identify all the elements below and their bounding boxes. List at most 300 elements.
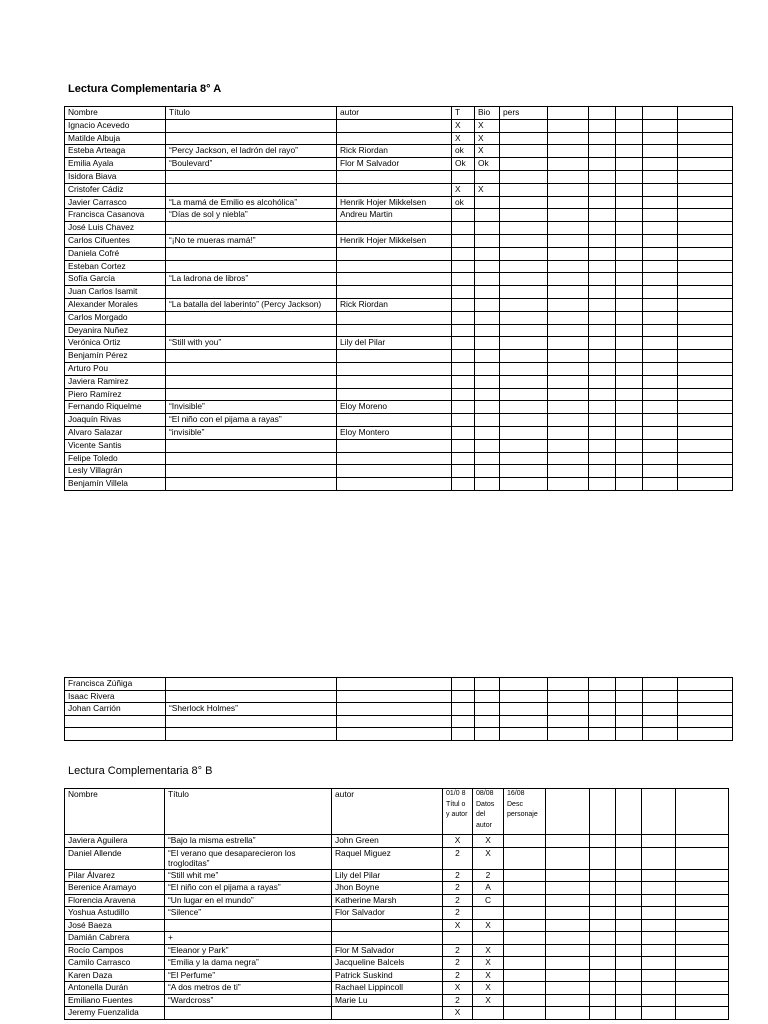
table-cell bbox=[678, 132, 733, 145]
table-cell bbox=[590, 944, 616, 957]
table-row bbox=[65, 311, 733, 324]
table-row bbox=[65, 835, 729, 848]
table-cell bbox=[548, 478, 589, 491]
table-cell: X bbox=[452, 119, 475, 132]
table-cell bbox=[589, 209, 616, 222]
table-cell: Lily del Pilar bbox=[332, 869, 443, 882]
table-cell bbox=[642, 944, 676, 957]
table-cell bbox=[616, 869, 642, 882]
table-cell: Johan Carrión bbox=[65, 703, 166, 716]
table-cell: Deyanira Nuñez bbox=[65, 324, 166, 337]
table-cell bbox=[616, 678, 643, 691]
table-cell bbox=[452, 247, 475, 260]
table-cell bbox=[589, 703, 616, 716]
table-cell bbox=[643, 690, 678, 703]
table-cell bbox=[678, 728, 733, 741]
table-cell bbox=[337, 183, 452, 196]
table-cell bbox=[548, 183, 589, 196]
table-cell bbox=[475, 465, 500, 478]
table-cell bbox=[616, 728, 643, 741]
table-cell bbox=[548, 273, 589, 286]
table-cell bbox=[337, 690, 452, 703]
table-cell: Javiera Aguilera bbox=[65, 835, 165, 848]
table-cell bbox=[616, 452, 643, 465]
table-cell bbox=[642, 847, 676, 869]
table-cell bbox=[452, 260, 475, 273]
table-cell bbox=[678, 196, 733, 209]
table-cell bbox=[337, 311, 452, 324]
table-cell bbox=[332, 932, 443, 945]
table-cell bbox=[452, 452, 475, 465]
table-cell bbox=[676, 835, 729, 848]
table-cell bbox=[500, 728, 548, 741]
table-cell bbox=[616, 273, 643, 286]
table-cell: Marie Lu bbox=[332, 994, 443, 1007]
table-cell bbox=[678, 298, 733, 311]
table-cell bbox=[616, 994, 642, 1007]
table-cell bbox=[452, 311, 475, 324]
table-row bbox=[65, 957, 729, 970]
table-cell bbox=[616, 944, 642, 957]
table-cell: Eloy Montero bbox=[337, 426, 452, 439]
table-cell: + bbox=[165, 932, 332, 945]
table-cell bbox=[475, 222, 500, 235]
table-cell bbox=[337, 375, 452, 388]
table-cell bbox=[589, 286, 616, 299]
table-cell bbox=[548, 234, 589, 247]
table-cell bbox=[546, 894, 590, 907]
table-cell bbox=[616, 222, 643, 235]
table-cell bbox=[452, 350, 475, 363]
section-b-table bbox=[64, 788, 729, 1020]
table-cell bbox=[678, 690, 733, 703]
table-cell bbox=[500, 260, 548, 273]
table-cell: Antonella Durán bbox=[65, 982, 165, 995]
table-row bbox=[65, 260, 733, 273]
table-cell bbox=[504, 882, 546, 895]
table-cell bbox=[643, 728, 678, 741]
table-cell bbox=[337, 260, 452, 273]
table-row bbox=[65, 247, 733, 260]
table-cell bbox=[643, 247, 678, 260]
table-row bbox=[65, 728, 733, 741]
table-cell bbox=[643, 311, 678, 324]
table-cell bbox=[590, 982, 616, 995]
table-cell bbox=[548, 145, 589, 158]
table-cell: Yoshua Astudillo bbox=[65, 907, 165, 920]
table-row bbox=[65, 298, 733, 311]
table-cell bbox=[589, 234, 616, 247]
table-cell bbox=[643, 350, 678, 363]
table-cell bbox=[590, 994, 616, 1007]
table-cell bbox=[589, 401, 616, 414]
table-cell: X bbox=[473, 835, 504, 848]
header-cell bbox=[590, 789, 616, 835]
table-cell bbox=[337, 170, 452, 183]
table-cell bbox=[337, 350, 452, 363]
table-cell bbox=[616, 894, 642, 907]
table-cell bbox=[166, 350, 337, 363]
table-cell bbox=[166, 119, 337, 132]
table-cell: A bbox=[473, 882, 504, 895]
table-row bbox=[65, 196, 733, 209]
table-cell bbox=[676, 869, 729, 882]
table-cell bbox=[589, 324, 616, 337]
table-cell: “¡No te mueras mamá!” bbox=[166, 234, 337, 247]
table-cell: Ok bbox=[475, 158, 500, 171]
table-cell bbox=[643, 439, 678, 452]
table-cell: X bbox=[473, 919, 504, 932]
table-cell bbox=[504, 894, 546, 907]
table-cell bbox=[590, 919, 616, 932]
table-cell bbox=[676, 847, 729, 869]
table-cell bbox=[678, 158, 733, 171]
table-cell: Ok bbox=[452, 158, 475, 171]
table-cell bbox=[676, 944, 729, 957]
table-cell bbox=[548, 260, 589, 273]
table-cell bbox=[332, 919, 443, 932]
table-cell: Emiliano Fuentes bbox=[65, 994, 165, 1007]
table-cell: X bbox=[452, 183, 475, 196]
table-cell bbox=[678, 350, 733, 363]
table-cell bbox=[166, 311, 337, 324]
header-row bbox=[65, 107, 733, 120]
table-cell bbox=[616, 388, 643, 401]
table-cell bbox=[337, 286, 452, 299]
table-cell: Pilar Álvarez bbox=[65, 869, 165, 882]
table-cell: 2 bbox=[443, 894, 473, 907]
table-cell: Juan Carlos Isamit bbox=[65, 286, 166, 299]
table-cell bbox=[548, 119, 589, 132]
table-cell bbox=[548, 452, 589, 465]
table-cell bbox=[546, 919, 590, 932]
table-cell bbox=[616, 703, 643, 716]
table-cell bbox=[642, 882, 676, 895]
section-a-table bbox=[64, 106, 733, 491]
table-cell: X bbox=[475, 119, 500, 132]
table-cell: Benjamín Pérez bbox=[65, 350, 166, 363]
table-cell bbox=[65, 728, 166, 741]
table-cell bbox=[452, 273, 475, 286]
table-cell: Lily del Pilar bbox=[337, 337, 452, 350]
table-cell bbox=[548, 362, 589, 375]
table-cell bbox=[548, 426, 589, 439]
table-cell bbox=[337, 439, 452, 452]
table-cell bbox=[676, 969, 729, 982]
table-cell bbox=[589, 465, 616, 478]
table-cell bbox=[475, 414, 500, 427]
table-cell bbox=[643, 703, 678, 716]
table-cell bbox=[643, 183, 678, 196]
table-cell: Eloy Moreno bbox=[337, 401, 452, 414]
table-cell bbox=[589, 298, 616, 311]
table-cell bbox=[452, 728, 475, 741]
table-cell: X bbox=[443, 1007, 473, 1020]
table-cell bbox=[590, 969, 616, 982]
table-cell bbox=[500, 119, 548, 132]
header-cell: autor bbox=[332, 789, 443, 835]
table-cell bbox=[643, 715, 678, 728]
table-cell: Piero Ramírez bbox=[65, 388, 166, 401]
table-cell bbox=[590, 1007, 616, 1020]
table-cell bbox=[500, 337, 548, 350]
table-cell bbox=[548, 465, 589, 478]
table-cell bbox=[475, 324, 500, 337]
table-cell bbox=[475, 286, 500, 299]
table-cell bbox=[500, 247, 548, 260]
table-cell bbox=[548, 222, 589, 235]
table-cell bbox=[589, 350, 616, 363]
table-cell bbox=[616, 337, 643, 350]
table-cell bbox=[452, 703, 475, 716]
table-cell bbox=[500, 196, 548, 209]
table-cell: “Still whit me” bbox=[165, 869, 332, 882]
table-row bbox=[65, 452, 733, 465]
header-cell bbox=[642, 789, 676, 835]
table-cell: José Luis Chavez bbox=[65, 222, 166, 235]
table-cell bbox=[643, 132, 678, 145]
table-cell bbox=[676, 882, 729, 895]
table-cell bbox=[589, 414, 616, 427]
table-cell: X bbox=[475, 132, 500, 145]
table-cell: Matilde Albuja bbox=[65, 132, 166, 145]
table-cell bbox=[546, 869, 590, 882]
table-cell bbox=[475, 234, 500, 247]
table-cell bbox=[500, 414, 548, 427]
table-cell: “Eleanor y Park” bbox=[165, 944, 332, 957]
table-cell bbox=[452, 337, 475, 350]
table-cell bbox=[642, 969, 676, 982]
table-cell: Karen Daza bbox=[65, 969, 165, 982]
table-cell bbox=[452, 465, 475, 478]
table-row bbox=[65, 401, 733, 414]
table-cell bbox=[473, 932, 504, 945]
table-row bbox=[65, 847, 729, 869]
table-cell bbox=[475, 478, 500, 491]
table-cell bbox=[589, 690, 616, 703]
table-cell bbox=[504, 932, 546, 945]
table-cell bbox=[643, 286, 678, 299]
table-cell: “Sherlock Holmes” bbox=[166, 703, 337, 716]
table-cell bbox=[452, 362, 475, 375]
table-cell: Fernando Riquelme bbox=[65, 401, 166, 414]
table-cell bbox=[643, 388, 678, 401]
table-cell bbox=[165, 1007, 332, 1020]
table-cell: X bbox=[443, 835, 473, 848]
table-cell: X bbox=[473, 969, 504, 982]
table-cell bbox=[678, 478, 733, 491]
table-cell bbox=[452, 388, 475, 401]
table-cell bbox=[548, 286, 589, 299]
table-cell bbox=[452, 715, 475, 728]
table-cell bbox=[643, 401, 678, 414]
table-row bbox=[65, 932, 729, 945]
table-cell: Vicente Santis bbox=[65, 439, 166, 452]
table-cell bbox=[678, 234, 733, 247]
table-cell bbox=[616, 715, 643, 728]
table-cell bbox=[678, 170, 733, 183]
table-cell bbox=[678, 388, 733, 401]
table-cell bbox=[546, 907, 590, 920]
table-cell bbox=[166, 286, 337, 299]
table-cell bbox=[166, 324, 337, 337]
table-cell bbox=[616, 298, 643, 311]
header-cell: Bio bbox=[475, 107, 500, 120]
table-cell bbox=[678, 401, 733, 414]
table-cell bbox=[678, 119, 733, 132]
table-cell bbox=[337, 465, 452, 478]
table-cell bbox=[166, 478, 337, 491]
table-cell bbox=[616, 957, 642, 970]
table-cell: X bbox=[473, 982, 504, 995]
table-cell: Carlos Morgado bbox=[65, 311, 166, 324]
table-cell: C bbox=[473, 894, 504, 907]
table-cell: “El verano que desaparecieron los trogloditas” bbox=[165, 847, 332, 869]
table-cell bbox=[643, 465, 678, 478]
table-cell: Florencia Aravena bbox=[65, 894, 165, 907]
table-cell bbox=[546, 1007, 590, 1020]
table-cell: “Percy Jackson, el ladrón del rayo” bbox=[166, 145, 337, 158]
table-cell bbox=[65, 715, 166, 728]
table-cell bbox=[548, 715, 589, 728]
table-cell bbox=[500, 452, 548, 465]
table-cell: “invisible” bbox=[166, 426, 337, 439]
table-cell bbox=[500, 324, 548, 337]
table-row bbox=[65, 869, 729, 882]
table-cell bbox=[590, 847, 616, 869]
table-cell: Jhon Boyne bbox=[332, 882, 443, 895]
table-cell bbox=[166, 132, 337, 145]
header-cell: 01/0 8 Títul o y autor bbox=[443, 789, 473, 835]
table-cell: “El Perfume” bbox=[165, 969, 332, 982]
table-cell bbox=[616, 969, 642, 982]
table-cell: “Un lugar en el mundo” bbox=[165, 894, 332, 907]
table-cell bbox=[546, 969, 590, 982]
table-cell bbox=[589, 452, 616, 465]
table-cell bbox=[475, 362, 500, 375]
table-row bbox=[65, 969, 729, 982]
table-row bbox=[65, 894, 729, 907]
table-cell: Daniel Allende bbox=[65, 847, 165, 869]
table-cell: Javier Carrasco bbox=[65, 196, 166, 209]
table-cell: Francisca Casanova bbox=[65, 209, 166, 222]
table-cell bbox=[678, 209, 733, 222]
table-cell bbox=[504, 835, 546, 848]
table-row bbox=[65, 388, 733, 401]
table-cell bbox=[337, 132, 452, 145]
table-cell bbox=[643, 426, 678, 439]
table-cell bbox=[452, 426, 475, 439]
section-a-continued-table bbox=[64, 677, 733, 741]
table-cell bbox=[643, 337, 678, 350]
table-cell bbox=[500, 703, 548, 716]
table-cell bbox=[337, 715, 452, 728]
table-cell bbox=[165, 919, 332, 932]
table-cell bbox=[678, 678, 733, 691]
table-row bbox=[65, 170, 733, 183]
table-cell bbox=[500, 234, 548, 247]
table-cell: X bbox=[473, 847, 504, 869]
table-cell bbox=[548, 401, 589, 414]
table-cell bbox=[616, 465, 643, 478]
table-row bbox=[65, 690, 733, 703]
table-cell bbox=[589, 222, 616, 235]
table-cell bbox=[676, 932, 729, 945]
table-cell bbox=[548, 703, 589, 716]
table-cell bbox=[504, 982, 546, 995]
table-cell: Joaquín Rivas bbox=[65, 414, 166, 427]
table-cell bbox=[337, 728, 452, 741]
table-cell bbox=[166, 170, 337, 183]
table-cell bbox=[589, 260, 616, 273]
table-cell bbox=[616, 145, 643, 158]
table-cell bbox=[475, 388, 500, 401]
table-cell bbox=[548, 196, 589, 209]
table-cell bbox=[589, 439, 616, 452]
table-cell bbox=[475, 298, 500, 311]
table-cell bbox=[678, 465, 733, 478]
table-cell bbox=[678, 324, 733, 337]
header-cell bbox=[676, 789, 729, 835]
table-cell bbox=[678, 715, 733, 728]
table-cell bbox=[548, 690, 589, 703]
table-cell bbox=[589, 375, 616, 388]
section-b-title: Lectura Complementaria 8° B bbox=[68, 765, 213, 777]
table-cell bbox=[452, 209, 475, 222]
table-cell bbox=[475, 350, 500, 363]
table-cell bbox=[678, 414, 733, 427]
table-cell bbox=[678, 273, 733, 286]
table-cell bbox=[616, 907, 642, 920]
table-cell bbox=[452, 375, 475, 388]
table-cell bbox=[546, 982, 590, 995]
table-cell bbox=[500, 170, 548, 183]
header-cell: Nombre bbox=[65, 789, 165, 835]
table-cell bbox=[504, 969, 546, 982]
header-cell bbox=[616, 107, 643, 120]
header-cell bbox=[589, 107, 616, 120]
table-cell: X bbox=[443, 919, 473, 932]
table-cell bbox=[337, 247, 452, 260]
header-cell bbox=[548, 107, 589, 120]
table-cell bbox=[452, 298, 475, 311]
table-cell bbox=[166, 388, 337, 401]
table-cell bbox=[548, 158, 589, 171]
table-cell: 2 bbox=[443, 957, 473, 970]
table-cell bbox=[475, 273, 500, 286]
table-cell: Francisca Zúñiga bbox=[65, 678, 166, 691]
table-cell bbox=[473, 1007, 504, 1020]
table-cell: Arturo Pou bbox=[65, 362, 166, 375]
table-cell bbox=[590, 907, 616, 920]
table-cell: John Green bbox=[332, 835, 443, 848]
table-cell bbox=[500, 132, 548, 145]
table-cell bbox=[676, 994, 729, 1007]
table-cell bbox=[589, 170, 616, 183]
table-cell bbox=[504, 944, 546, 957]
table-cell bbox=[500, 145, 548, 158]
table-cell bbox=[166, 439, 337, 452]
table-cell bbox=[166, 715, 337, 728]
table-cell bbox=[546, 847, 590, 869]
table-cell: “A dos metros de ti” bbox=[165, 982, 332, 995]
table-row bbox=[65, 119, 733, 132]
table-cell bbox=[678, 362, 733, 375]
table-cell bbox=[504, 957, 546, 970]
table-cell bbox=[475, 196, 500, 209]
table-cell bbox=[616, 170, 643, 183]
table-cell bbox=[616, 286, 643, 299]
